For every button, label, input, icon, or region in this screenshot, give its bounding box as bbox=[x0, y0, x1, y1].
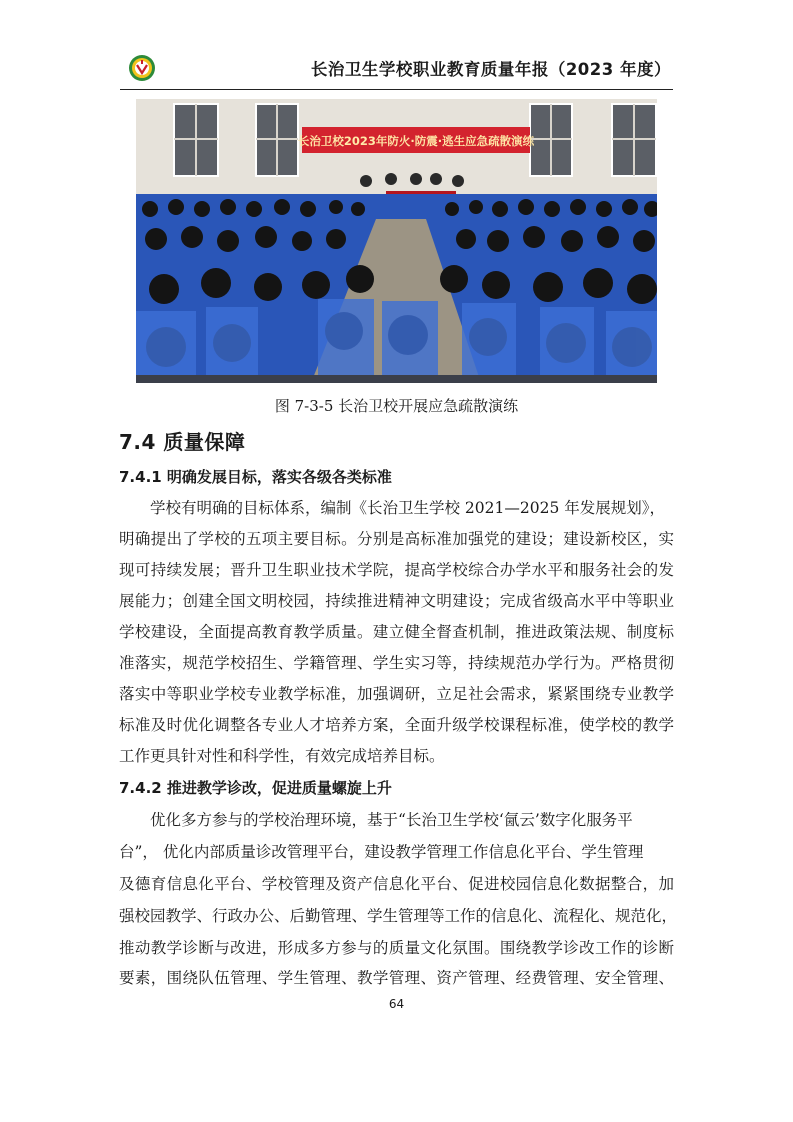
paragraph-line: 优化多方参与的学校治理环境，基于“长治卫生学校‘氤云’数字化服务平 bbox=[150, 811, 633, 829]
paragraph-line: 学校有明确的目标体系，编制《长治卫生学校 2021—2025 年发展规划》， bbox=[150, 499, 665, 517]
evacuation-drill-photo bbox=[136, 99, 657, 383]
paragraph-line: 及德育信息化平台、学校管理及资产信息化平台、促进校园信息化数据整合，加 bbox=[119, 875, 674, 893]
page-number: 64 bbox=[388, 997, 405, 1011]
paragraph-line: 落实中等职业学校专业教学标准，加强调研，立足社会需求，紧紧围绕专业教学 bbox=[119, 685, 674, 703]
paragraph-line: 标准及时优化调整各专业人才培养方案，全面升级学校课程标准，使学校的教学 bbox=[119, 716, 674, 734]
section-title: 7.4 质量保障 bbox=[119, 430, 246, 454]
paragraph-line: 展能力；创建全国文明校园，持续推进精神文明建设；完成省级高水平中等职业 bbox=[119, 592, 674, 610]
subsection-title: 7.4.2 推进教学诊改，促进质量螺旋上升 bbox=[119, 779, 392, 797]
paragraph-line: 学校建设，全面提高教育教学质量。建立健全督查机制，推进政策法规、制度标 bbox=[119, 623, 674, 641]
header-divider bbox=[120, 89, 673, 90]
paragraph-line: 台”， 优化内部质量诊改管理平台，建设教学管理工作信息化平台、学生管理 bbox=[119, 843, 644, 861]
subsection-title: 7.4.1 明确发展目标，落实各级各类标准 bbox=[119, 468, 392, 486]
school-logo-icon bbox=[128, 54, 156, 82]
paragraph-line: 强校园教学、行政办公、后勤管理、学生管理等工作的信息化、流程化、规范化， bbox=[119, 907, 678, 925]
page-header bbox=[120, 52, 673, 88]
drill-banner-text: 长治卫校2023年防火·防震·逃生应急疏散演练 bbox=[297, 134, 535, 148]
paragraph-line: 要素，围绕队伍管理、学生管理、教学管理、资产管理、经费管理、安全管理、 bbox=[119, 969, 674, 987]
figure-caption: 图 7-3-5 长治卫校开展应急疏散演练 bbox=[274, 397, 519, 415]
paragraph-line: 现可持续发展；晋升卫生职业技术学院，提高学校综合办学水平和服务社会的发 bbox=[119, 561, 674, 579]
paragraph-line: 推动教学诊断与改进，形成多方参与的质量文化氛围。围绕教学诊改工作的诊断 bbox=[119, 939, 674, 957]
paragraph-line: 明确提出了学校的五项主要目标。分别是高标准加强党的建设；建设新校区，实 bbox=[119, 530, 674, 548]
paragraph-line: 准落实，规范学校招生、学籍管理、学生实习等，持续规范办学行为。严格贯彻 bbox=[119, 654, 674, 672]
paragraph-line: 工作更具针对性和科学性，有效完成培养目标。 bbox=[119, 747, 445, 765]
report-title: 长治卫生学校职业教育质量年报（2023 年度） bbox=[310, 60, 671, 79]
